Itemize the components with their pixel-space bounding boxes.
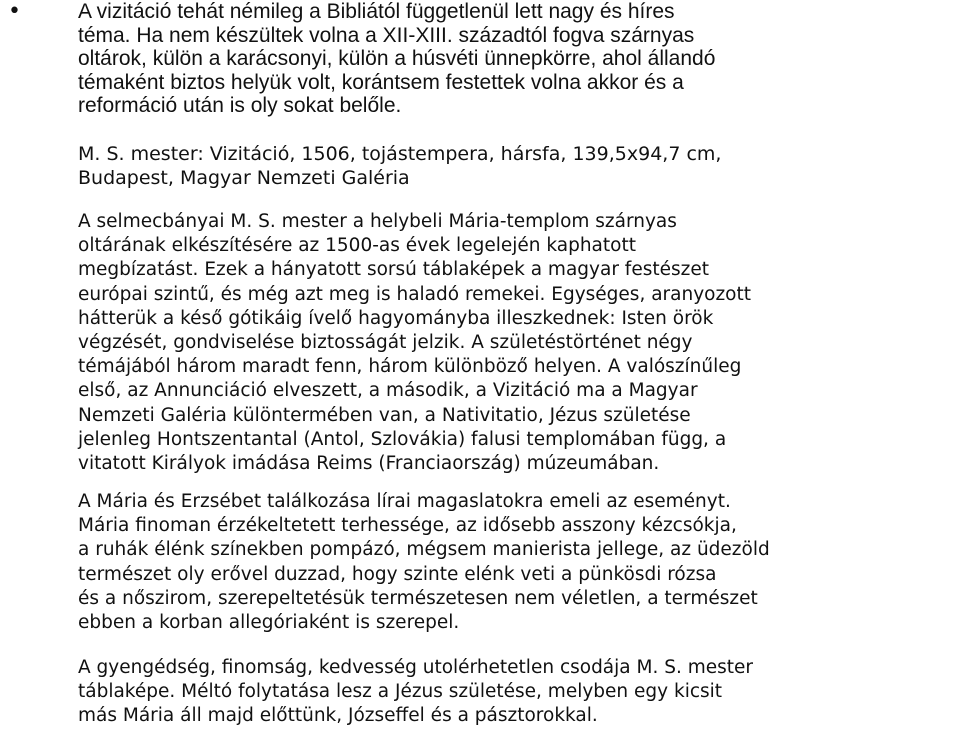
text-line: oltárok, külön a karácsonyi, külön a húsvéti ünnepkörre, ahol állandó [78, 47, 716, 70]
text-line: táblaképe. Méltó folytatása lesz a Jézus születése, melyben egy kicsit [78, 681, 723, 703]
text-line: megbízatást. Ezek a hányatott sorsú táblaképek a magyar festészet [78, 259, 709, 281]
text-line: európai szintű, és még azt meg is haladó remekei. Egységes, aranyozott [78, 283, 752, 305]
bullet-point: • [8, 0, 21, 24]
text-line: Nemzeti Galéria különtermében van, a Nativitatio, Jézus születése [78, 404, 691, 426]
text-line: végzését, gondviselése biztosságát jelzik. A születéstörténet négy [78, 332, 693, 354]
paragraph-conclusion [78, 656, 753, 729]
paragraph-ms-mester-history [78, 210, 751, 476]
text-line: a ruhák élénk színekben pompázó, mégsem manierista jellege, az üdezöld [78, 539, 770, 561]
text-line: jelenleg Hontszentantal (Antol, Szlovákia) falusi templomában függ, a [78, 428, 727, 450]
paragraph-artwork-caption [78, 142, 721, 190]
text-line: témájából három maradt fenn, három különböző helyen. A valószínűleg [78, 356, 742, 378]
text-line: A selmecbányai M. S. mester a helybeli Mária-templom szárnyas [78, 211, 677, 232]
text-line: vitatott Királyok imádása Reims (Franciaország) múzeumában. [78, 453, 660, 475]
text-line: témaként biztos helyük volt, korántsem festettek volna akkor és a [78, 70, 684, 94]
text-line: Budapest, Magyar Nemzeti Galéria [78, 167, 410, 189]
paragraph-maria-erzsebet [78, 490, 770, 635]
text-line: téma. Ha nem készültek volna a XII-XIII. századtól fogva szárnyas [78, 23, 695, 47]
text-line: A Mária és Erzsébet találkozása lírai magaslatokra emeli az eseményt. [78, 491, 731, 512]
text-line: hátterük a késő gótikáig ívelő hagyományba illeszkednek: Isten örök [78, 307, 714, 329]
text-line: A gyengédség, finomság, kedvesség utolérhetetlen csodája M. S. mester [78, 657, 754, 678]
text-line: természet oly erővel duzzad, hogy szinte elénk veti a pünkösdi rózsa [78, 563, 717, 585]
text-line: ebben a korban allegóriaként is szerepel. [78, 612, 460, 634]
text-line: és a nőszirom, szerepeltetésük természetesen nem véletlen, a természet [78, 587, 758, 609]
text-line: A vizitáció tehát némileg a Bibliától függetlenül lett nagy és híres [78, 0, 675, 23]
paragraph-vizitacio-intro [78, 0, 715, 118]
text-line: reformáció után is oly sokat belőle. [78, 94, 402, 117]
text-line: oltárának elkészítésére az 1500-as évek legelején kaphatott [78, 235, 636, 257]
text-line: más Mária áll majd előttünk, Józseffel és a pásztorokkal. [78, 705, 598, 727]
text-line: első, az Annunciáció elveszett, a második, a Vizitáció ma a Magyar [78, 380, 698, 402]
text-line: Mária finoman érzékeltetett terhessége, az idősebb asszony kézcsókja, [78, 515, 737, 537]
text-line: M. S. mester: Vizitáció, 1506, tojástempera, hársfa, 139,5x94,7 cm, [78, 143, 722, 165]
